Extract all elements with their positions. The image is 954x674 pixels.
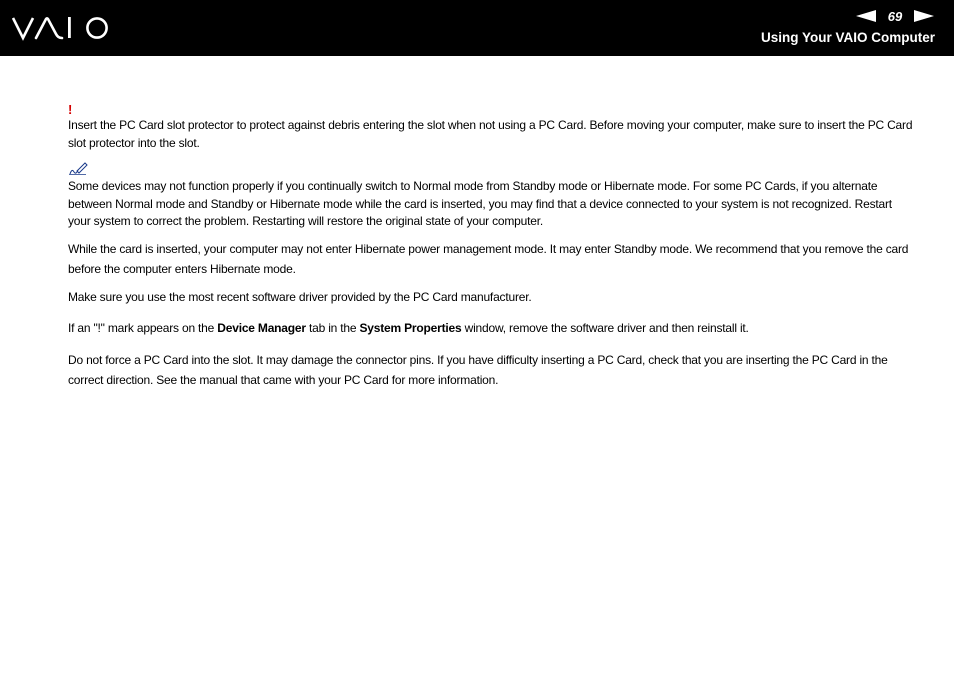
page-navigation — [856, 7, 934, 25]
section-title: Using Your VAIO Computer — [760, 30, 935, 45]
caution-mark: ! — [68, 102, 73, 117]
paragraph-hibernate: While the card is inserted, your computer may not enter Hibernate power management mode. It may enter Standby mode. We recommend that you remove the card before the computer enters Hibernate mode. — [68, 241, 909, 276]
paragraph-driver: Make sure you use the most recent software driver provided by the PC Card manufacturer. — [68, 289, 532, 304]
page-content — [68, 103, 914, 390]
system-properties-term: System Properties — [359, 320, 462, 335]
vaio-logo — [12, 14, 120, 42]
page-number: 69 — [887, 8, 903, 24]
p3-text-3: window, remove the software driver and then reinstall it. — [461, 320, 749, 335]
caution-text: Insert the PC Card slot protector to protect against debris entering the slot when not using a PC Card. Before moving your computer, make sure to insert the PC Card slot protector into the slot. — [68, 118, 913, 150]
triangle-left-icon[interactable] — [856, 10, 876, 22]
note-text: Some devices may not function properly if you continually switch to Normal mode from Standby mode or Hibernate mode. For some PC Cards, if you alternate between Normal mode and Standby or Hibernate mode while the card is inserted, you may find that a device connected to your system is not recognized. Restart your system to correct the problem. Restarting will restore the original state of your computer. — [68, 179, 892, 228]
note-block — [68, 162, 914, 231]
p3-text-2: tab in the — [305, 320, 360, 335]
page-header — [0, 0, 954, 56]
paragraph-force-card: Do not force a PC Card into the slot. It may damage the connector pins. If you have difficulty inserting a PC Card, check that you are inserting the PC Card in the correct direction. See the manual that came with your PC Card for more information. — [68, 352, 888, 387]
device-manager-term: Device Manager — [217, 320, 306, 335]
paragraph-device-manager — [68, 318, 914, 338]
p3-text-1: If an "!" mark appears on the — [68, 320, 218, 335]
caution-block — [68, 103, 914, 152]
triangle-right-icon[interactable] — [914, 10, 934, 22]
note-pen-icon — [68, 162, 914, 178]
